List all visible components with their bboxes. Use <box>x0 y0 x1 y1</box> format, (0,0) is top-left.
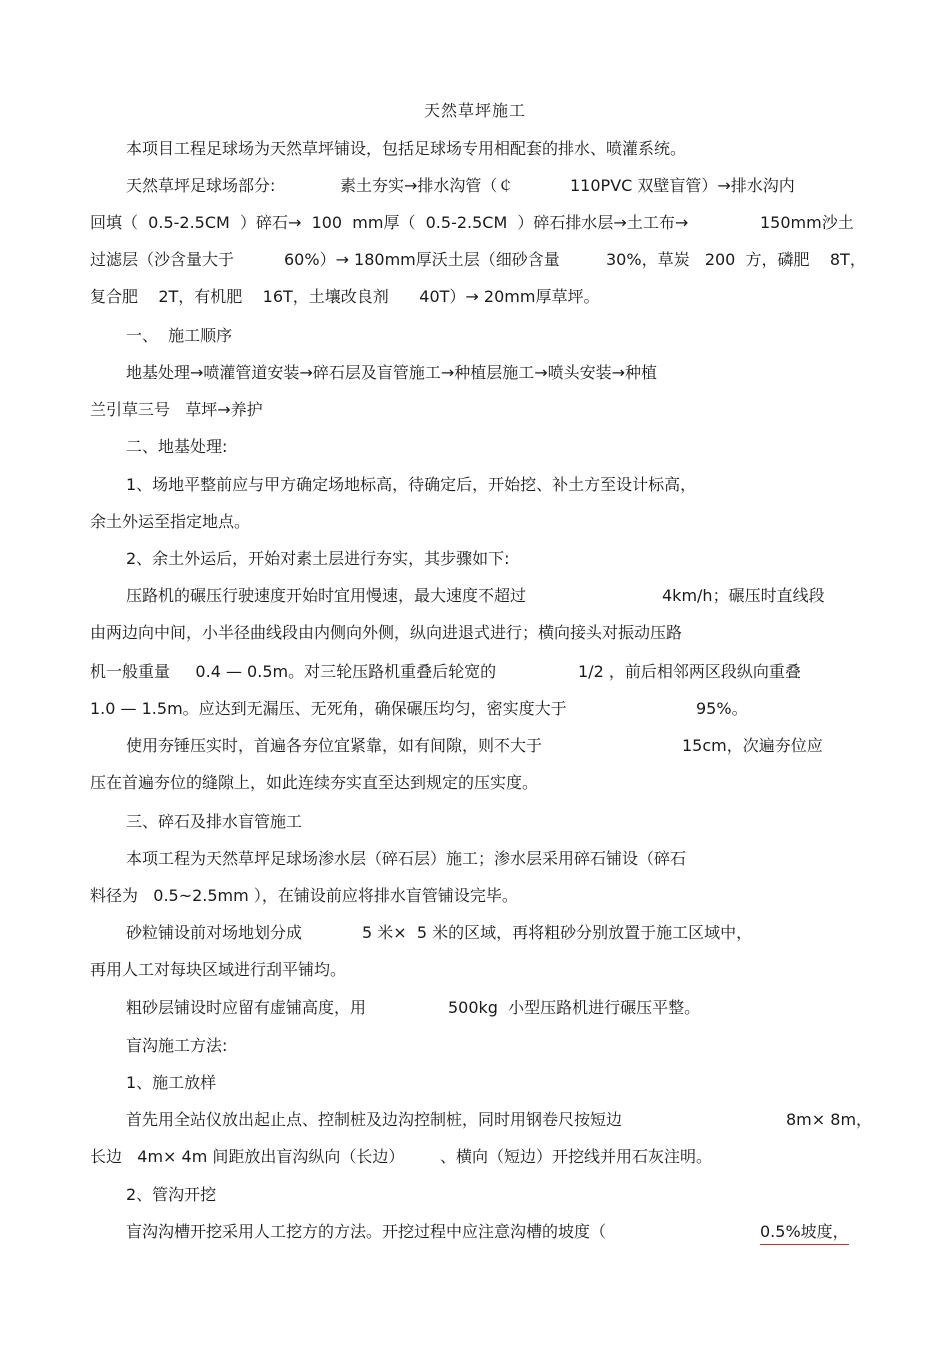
paragraph-line: 5 米× 5 米的区域，再将粗砂分别放置于施工区域中， <box>362 923 753 942</box>
paragraph-line: 地基处理→喷灌管道安装→碎石层及盲管施工→种植层施工→喷头安装→种植 <box>126 363 658 382</box>
grass-part-label: 天然草坪足球场部分: <box>126 176 276 195</box>
section-heading: 一、 施工顺序 <box>126 326 233 345</box>
paragraph-line: 压在首遍夯位的缝隙上，如此连续夯实直至达到规定的压实度。 <box>90 773 539 792</box>
paragraph-line: 2、余土外运后，开始对素土层进行夯实，其步骤如下: <box>126 549 510 568</box>
paragraph-line: 1/2 ，前后相邻两区段纵向重叠 <box>578 662 801 681</box>
grass-part-text: 回填（ 0.5-2.5CM ）碎石→ 100 mm厚（ 0.5-2.5CM ）碎石排水层→土工布→ <box>90 213 689 232</box>
paragraph-line: 本项工程为天然草坪足球场渗水层（碎石层）施工；渗水层采用碎石铺设（碎石 <box>126 849 687 868</box>
section-heading: 三、碎石及排水盲管施工 <box>126 812 303 831</box>
document-title: 天然草坪施工 <box>423 101 526 120</box>
grass-part-text: 素土夯实→排水沟管（￠ <box>340 176 514 195</box>
grass-part-text: 复合肥 2T，有机肥 16T，土壤改良剂 40T）→ 20mm厚草坪。 <box>90 287 600 306</box>
section-heading: 二、地基处理: <box>126 437 228 456</box>
paragraph-line: 1.0 — 1.5m。应达到无漏压、无死角，确保碾压均匀，密实度大于 <box>90 699 567 718</box>
paragraph-line: 1、场地平整前应与甲方确定场地标高，待确定后，开始挖、补土方至设计标高， <box>126 475 697 494</box>
paragraph-line: 再用人工对每块区域进行刮平铺均。 <box>90 960 347 979</box>
grass-part-text: 110PVC 双壁盲管）→排水沟内 <box>570 176 795 195</box>
paragraph-line: 8m× 8m， <box>786 1110 873 1129</box>
underlined-text: 0.5%坡度， <box>760 1221 849 1245</box>
paragraph-line: 500kg 小型压路机进行碾压平整。 <box>448 998 701 1017</box>
paragraph-line: 机一般重量 0.4 — 0.5m。对三轮压路机重叠后轮宽的 <box>90 662 497 681</box>
paragraph-line: 1、施工放样 <box>126 1073 217 1092</box>
paragraph-line: 15cm，次遍夯位应 <box>682 736 823 755</box>
paragraph-line: 95%。 <box>696 699 748 718</box>
intro-paragraph: 本项目工程足球场为天然草坪铺设，包括足球场专用相配套的排水、喷灌系统。 <box>126 139 687 158</box>
paragraph-line: 由两边向中间，小半径曲线段由内侧向外侧，纵向进退式进行；横向接头对振动压路 <box>90 623 683 642</box>
grass-part-text: 30%，草炭 200 方，磷肥 8T， <box>606 250 866 269</box>
paragraph-line: 余土外运至指定地点。 <box>90 512 251 531</box>
paragraph-line: 盲沟沟槽开挖采用人工挖方的方法。开挖过程中应注意沟槽的坡度（ <box>126 1222 607 1241</box>
paragraph-line: 、横向（短边）开挖线并用石灰注明。 <box>440 1147 713 1166</box>
grass-part-text: 60%）→ 180mm厚沃土层（细砂含量 <box>284 250 560 269</box>
paragraph-line: 2、管沟开挖 <box>126 1185 217 1204</box>
paragraph-line: 首先用全站仪放出起止点、控制桩及边沟控制桩，同时用钢卷尺按短边 <box>126 1110 623 1129</box>
paragraph-line: 盲沟施工方法: <box>126 1036 228 1055</box>
paragraph-line: 4km/h；碾压时直线段 <box>662 586 825 605</box>
paragraph-line: 使用夯锤压实时，首遍各夯位宜紧靠，如有间隙，则不大于 <box>126 736 543 755</box>
paragraph-line: 粗砂层铺设时应留有虚铺高度，用 <box>126 998 367 1017</box>
paragraph-line: 料径为 0.5~2.5mm ），在铺设前应将排水盲管铺设完毕。 <box>90 886 518 905</box>
paragraph-line: 砂粒铺设前对场地划分成 <box>126 923 303 942</box>
grass-part-text: 150mm沙土 <box>760 213 854 232</box>
grass-part-text: 过滤层（沙含量大于 <box>90 250 235 269</box>
paragraph-line: 长边 4m× 4m 间距放出盲沟纵向（长边） <box>90 1147 405 1166</box>
paragraph-line: 压路机的碾压行驶速度开始时宜用慢速，最大速度不超过 <box>126 586 527 605</box>
paragraph-line: 兰引草三号 草坪→养护 <box>90 400 263 419</box>
